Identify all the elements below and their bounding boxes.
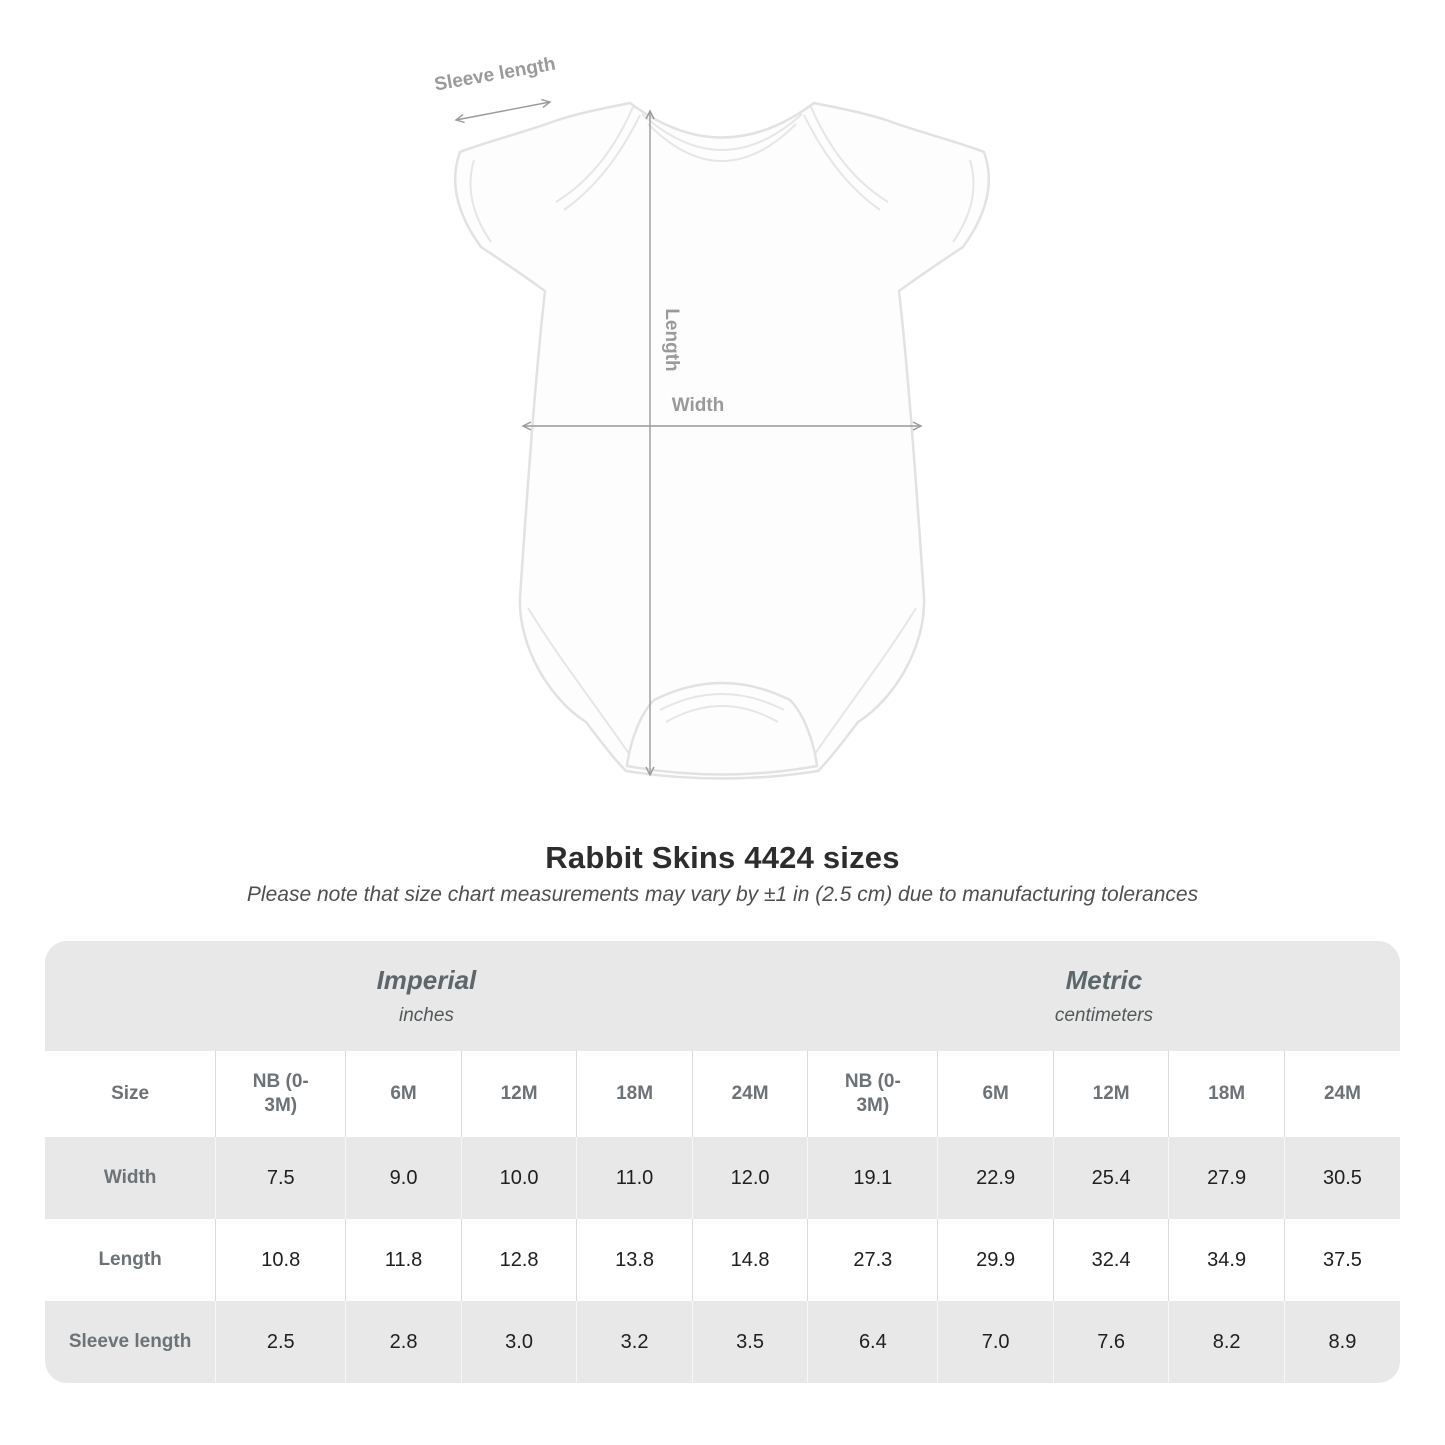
page-title: Rabbit Skins 4424 sizes <box>545 840 900 875</box>
value-cell: 30.5 <box>1284 1137 1400 1219</box>
bodysuit-outline <box>455 103 989 779</box>
value-cell: 9.0 <box>346 1137 462 1219</box>
value-cell: 27.9 <box>1169 1137 1285 1219</box>
size-chart-table <box>45 941 1400 1383</box>
value-cell: 12.8 <box>461 1219 577 1301</box>
value-cell: 25.4 <box>1053 1137 1169 1219</box>
value-cell: 19.1 <box>808 1137 938 1219</box>
value-cell: 11.8 <box>346 1219 462 1301</box>
value-cell: 3.0 <box>461 1301 577 1383</box>
value-cell: 7.6 <box>1053 1301 1169 1383</box>
column-header: 24M <box>1284 1051 1400 1137</box>
sleeve-length-arrow <box>456 102 550 120</box>
value-cell: 10.8 <box>216 1219 346 1301</box>
size-header-row <box>45 1051 1400 1137</box>
measurements-table <box>45 1051 1400 1383</box>
value-cell: 3.2 <box>577 1301 693 1383</box>
value-cell: 7.5 <box>216 1137 346 1219</box>
column-header-label: NB (0-3M) <box>252 1071 309 1116</box>
width-label: Width <box>671 395 725 416</box>
column-header: 24M <box>692 1051 808 1137</box>
imperial-unit: inches <box>398 1005 454 1026</box>
column-header-label: NB (0-3M) <box>844 1071 901 1116</box>
tolerance-note: Please note that size chart measurements may vary by ±1 in (2.5 cm) due to manufacturing tolerances <box>246 883 1199 906</box>
row-label: Sleeve length <box>68 1331 192 1352</box>
table-row-width <box>45 1137 1400 1219</box>
column-header: 18M <box>577 1051 693 1137</box>
sleeve-length-label: Sleeve length <box>432 53 558 96</box>
value-cell: 22.9 <box>938 1137 1054 1219</box>
metric-unit: centimeters <box>1054 1005 1154 1026</box>
metric-label: Metric <box>1065 965 1143 995</box>
value-cell: 34.9 <box>1169 1219 1285 1301</box>
column-header <box>808 1051 938 1137</box>
column-header: 12M <box>461 1051 577 1137</box>
value-cell: 27.3 <box>808 1219 938 1301</box>
value-cell: 32.4 <box>1053 1219 1169 1301</box>
column-header: 18M <box>1169 1051 1285 1137</box>
metric-header <box>808 941 1400 1051</box>
value-cell: 8.9 <box>1284 1301 1400 1383</box>
value-cell: 2.5 <box>216 1301 346 1383</box>
value-cell: 6.4 <box>808 1301 938 1383</box>
column-header: 6M <box>346 1051 462 1137</box>
imperial-header <box>45 941 808 1051</box>
table-row-sleeve-length <box>45 1301 1400 1383</box>
value-cell: 13.8 <box>577 1219 693 1301</box>
title-block <box>0 840 1445 907</box>
value-cell: 12.0 <box>692 1137 808 1219</box>
row-label: Length <box>98 1249 162 1270</box>
table-row-length <box>45 1219 1400 1301</box>
value-cell: 7.0 <box>938 1301 1054 1383</box>
unit-band <box>45 941 1400 1051</box>
length-label: Length <box>661 308 682 372</box>
value-cell: 11.0 <box>577 1137 693 1219</box>
column-header <box>216 1051 346 1137</box>
value-cell: 8.2 <box>1169 1301 1285 1383</box>
value-cell: 14.8 <box>692 1219 808 1301</box>
column-header: 12M <box>1053 1051 1169 1137</box>
row-label: Width <box>103 1167 157 1188</box>
value-cell: 2.8 <box>346 1301 462 1383</box>
imperial-label: Imperial <box>376 965 477 995</box>
value-cell: 10.0 <box>461 1137 577 1219</box>
column-header: 6M <box>938 1051 1054 1137</box>
value-cell: 37.5 <box>1284 1219 1400 1301</box>
value-cell: 29.9 <box>938 1219 1054 1301</box>
value-cell: 3.5 <box>692 1301 808 1383</box>
size-header-cell: Size <box>111 1083 150 1105</box>
